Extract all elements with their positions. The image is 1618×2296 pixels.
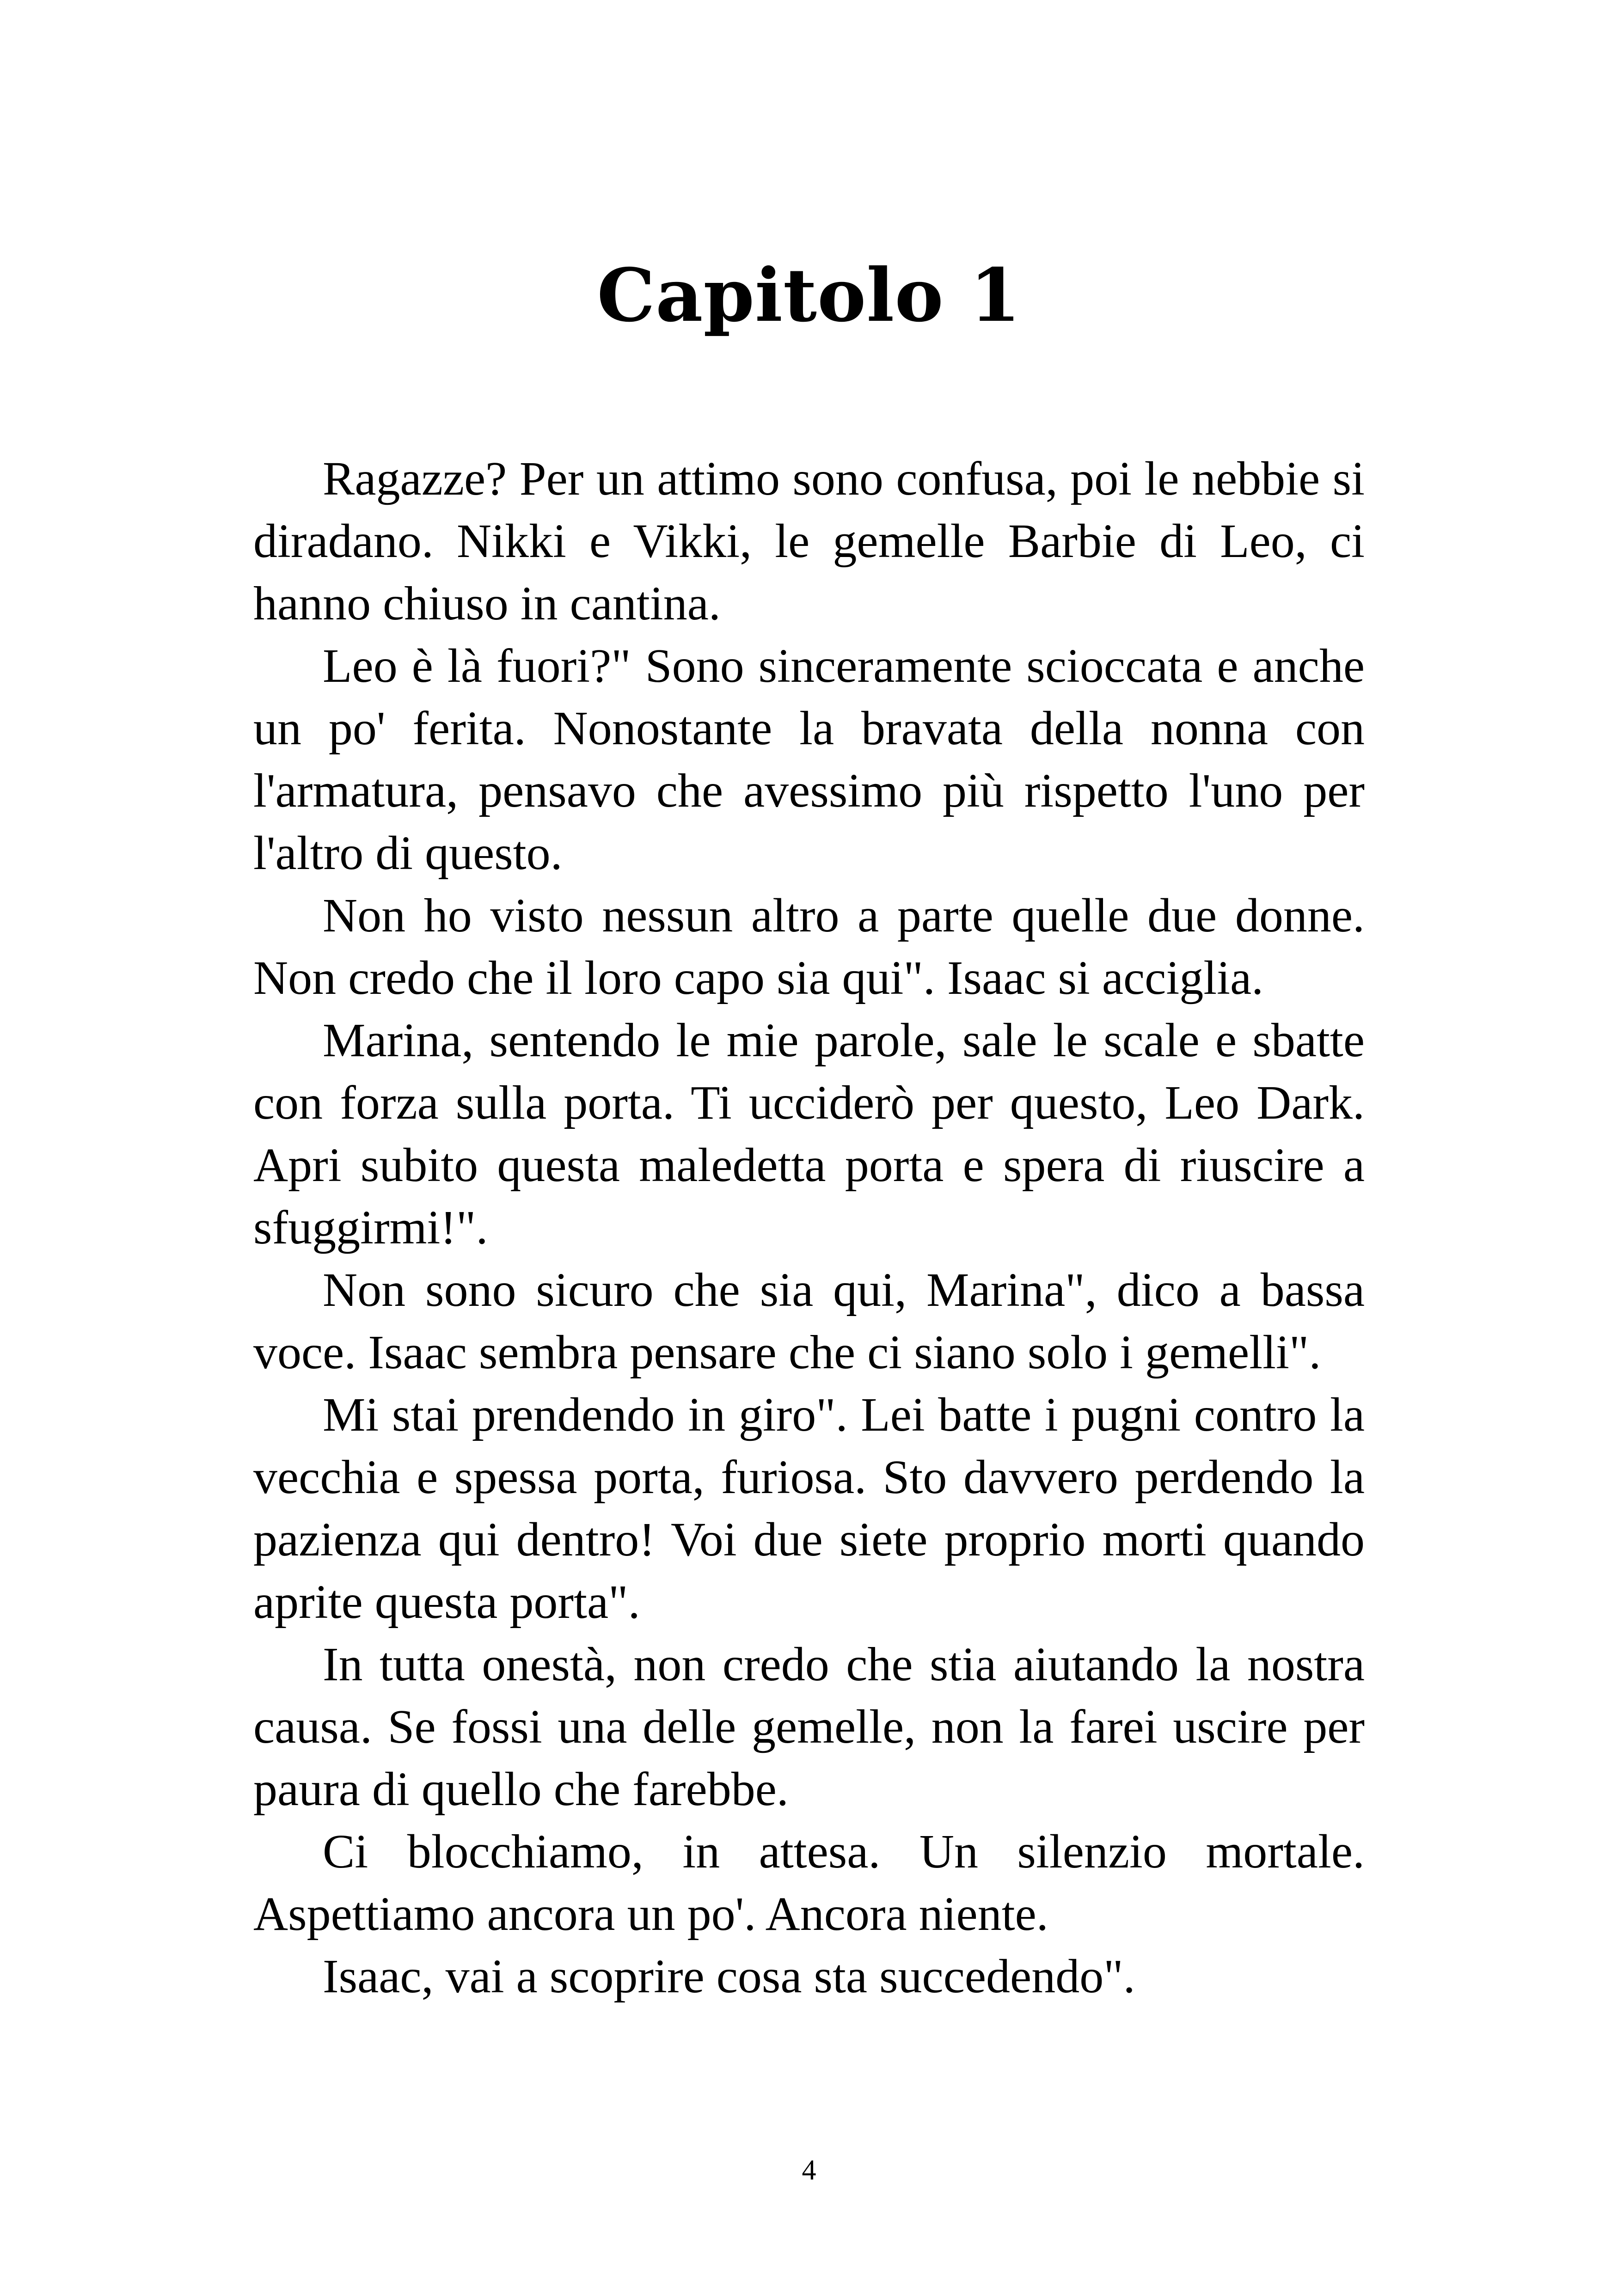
paragraph: Non sono sicuro che sia qui, Marina", dico a bassa voce. Isaac sembra pensare che ci siano solo i gemelli". <box>253 1263 1365 1379</box>
paragraph: Isaac, vai a scoprire cosa sta succedendo". <box>323 1950 1135 2003</box>
paragraph: Marina, sentendo le mie parole, sale le scale e sbatte con forza sulla porta. Ti ucciderò per questo, Leo Dark. Apri subito questa maledetta porta e spera di riuscire a sfuggirmi!". <box>253 1014 1365 1254</box>
paragraph: Ragazze? Per un attimo sono confusa, poi le nebbie si diradano. Nikki e Vikki, le gemelle Barbie di Leo, ci hanno chiuso in cantina. <box>253 452 1365 630</box>
chapter-title: Capitolo 1 <box>597 253 1021 338</box>
page-number: 4 <box>802 2155 816 2186</box>
paragraph: Mi stai prendendo in giro". Lei batte i pugni contro la vecchia e spessa porta, furiosa. Sto davvero perdendo la pazienza qui dentro! Voi due siete proprio morti quando aprite questa porta". <box>253 1388 1365 1629</box>
paragraph: In tutta onestà, non credo che stia aiutando la nostra causa. Se fossi una delle gemelle, non la farei uscire per paura di quello che farebbe. <box>253 1638 1365 1816</box>
paragraph: Non ho visto nessun altro a parte quelle due donne. Non credo che il loro capo sia qui". Isaac si acciglia. <box>253 889 1365 1004</box>
paragraph: Leo è là fuori?" Sono sinceramente scioccata e anche un po' ferita. Nonostante la bravata della nonna con l'armatura, pensavo che avessimo più rispetto l'uno per l'altro di questo. <box>253 639 1365 880</box>
paragraph: Ci blocchiamo, in attesa. Un silenzio mortale. Aspettiamo ancora un po'. Ancora niente. <box>253 1825 1365 1941</box>
chapter-body <box>253 447 1365 2008</box>
